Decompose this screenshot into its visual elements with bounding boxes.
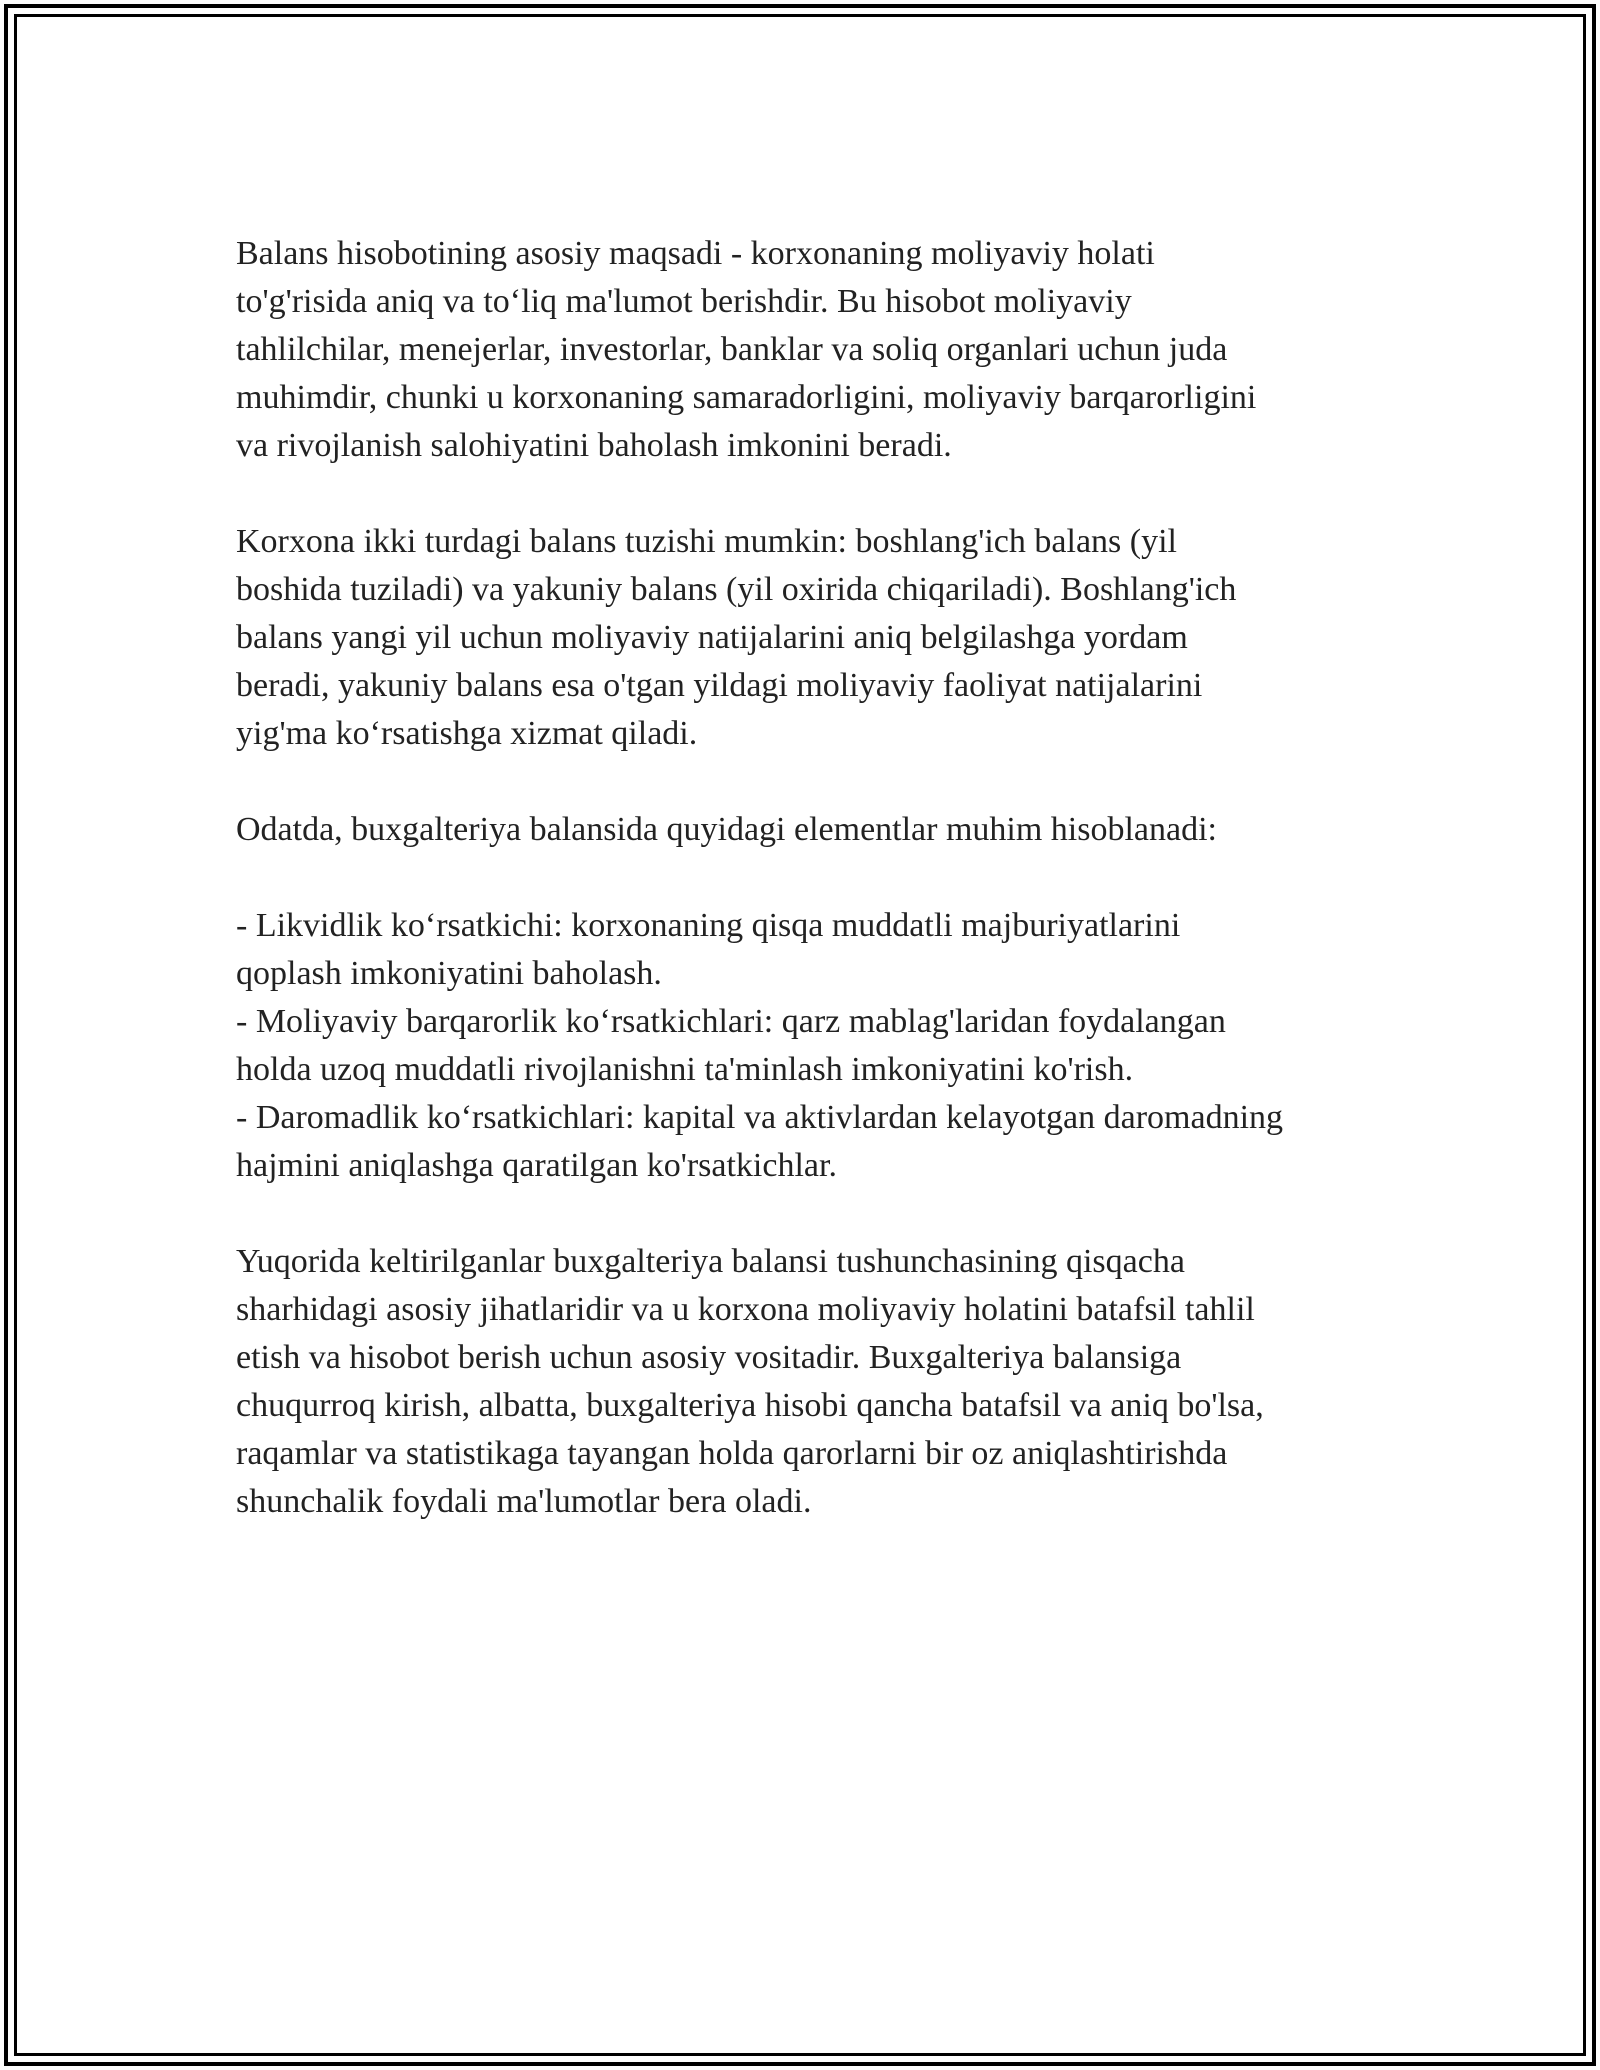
- paragraph-spacer: [236, 758, 1376, 806]
- paragraph-balance-types: [236, 518, 1376, 758]
- text-line: balans yangi yil uchun moliyaviy natijalarini aniq belgilashga yordam: [236, 619, 1188, 656]
- text-line: Odatda, buxgalteriya balansida quyidagi elementlar muhim hisoblanadi:: [236, 811, 1218, 848]
- paragraph-conclusion: [236, 1238, 1376, 1526]
- text-line: etish va hisobot berish uchun asosiy vositadir. Buxgalteriya balansiga: [236, 1339, 1182, 1376]
- document-body: [236, 230, 1376, 1526]
- text-line: va rivojlanish salohiyatini baholash imkonini beradi.: [236, 427, 952, 464]
- paragraph-indicator-list: [236, 902, 1376, 1190]
- paragraph-purpose: [236, 230, 1376, 470]
- paragraph-spacer: [236, 854, 1376, 902]
- text-line: Yuqorida keltirilganlar buxgalteriya balansi tushunchasining qisqacha: [236, 1243, 1185, 1280]
- text-line: yig'ma ko‘rsatishga xizmat qiladi.: [236, 715, 698, 752]
- paragraph-elements-intro: [236, 806, 1376, 854]
- paragraph-spacer: [236, 470, 1376, 518]
- list-item-line: - Daromadlik ko‘rsatkichlari: kapital va aktivlardan kelayotgan daromadning: [236, 1099, 1284, 1136]
- paragraph-spacer: [236, 1190, 1376, 1238]
- text-line: Balans hisobotining asosiy maqsadi - korxonaning moliyaviy holati: [236, 235, 1155, 272]
- text-line: beradi, yakuniy balans esa o'tgan yildagi moliyaviy faoliyat natijalarini: [236, 667, 1203, 704]
- text-line: shunchalik foydali ma'lumotlar bera oladi.: [236, 1483, 812, 1520]
- text-line: tahlilchilar, menejerlar, investorlar, banklar va soliq organlari uchun juda: [236, 331, 1228, 368]
- text-line: boshida tuziladi) va yakuniy balans (yil oxirida chiqariladi). Boshlang'ich: [236, 571, 1237, 608]
- text-line: sharhidagi asosiy jihatlaridir va u korxona moliyaviy holatini batafsil tahlil: [236, 1291, 1255, 1328]
- text-line: to'g'risida aniq va to‘liq ma'lumot berishdir. Bu hisobot moliyaviy: [236, 283, 1132, 320]
- text-line: Korxona ikki turdagi balans tuzishi mumkin: boshlang'ich balans (yil: [236, 523, 1177, 560]
- list-item-line: - Moliyaviy barqarorlik ko‘rsatkichlari: qarz mablag'laridan foydalangan: [236, 1003, 1226, 1040]
- text-line: raqamlar va statistikaga tayangan holda qarorlarni bir oz aniqlashtirishda: [236, 1435, 1228, 1472]
- list-item-line: hajmini aniqlashga qaratilgan ko'rsatkichlar.: [236, 1147, 837, 1184]
- list-item-line: qoplash imkoniyatini baholash.: [236, 955, 662, 992]
- text-line: chuqurroq kirish, albatta, buxgalteriya hisobi qancha batafsil va aniq bo'lsa,: [236, 1387, 1264, 1424]
- list-item-line: - Likvidlik ko‘rsatkichi: korxonaning qisqa muddatli majburiyatlarini: [236, 907, 1181, 944]
- text-line: muhimdir, chunki u korxonaning samaradorligini, moliyaviy barqarorligini: [236, 379, 1257, 416]
- list-item-line: holda uzoq muddatli rivojlanishni ta'minlash imkoniyatini ko'rish.: [236, 1051, 1134, 1088]
